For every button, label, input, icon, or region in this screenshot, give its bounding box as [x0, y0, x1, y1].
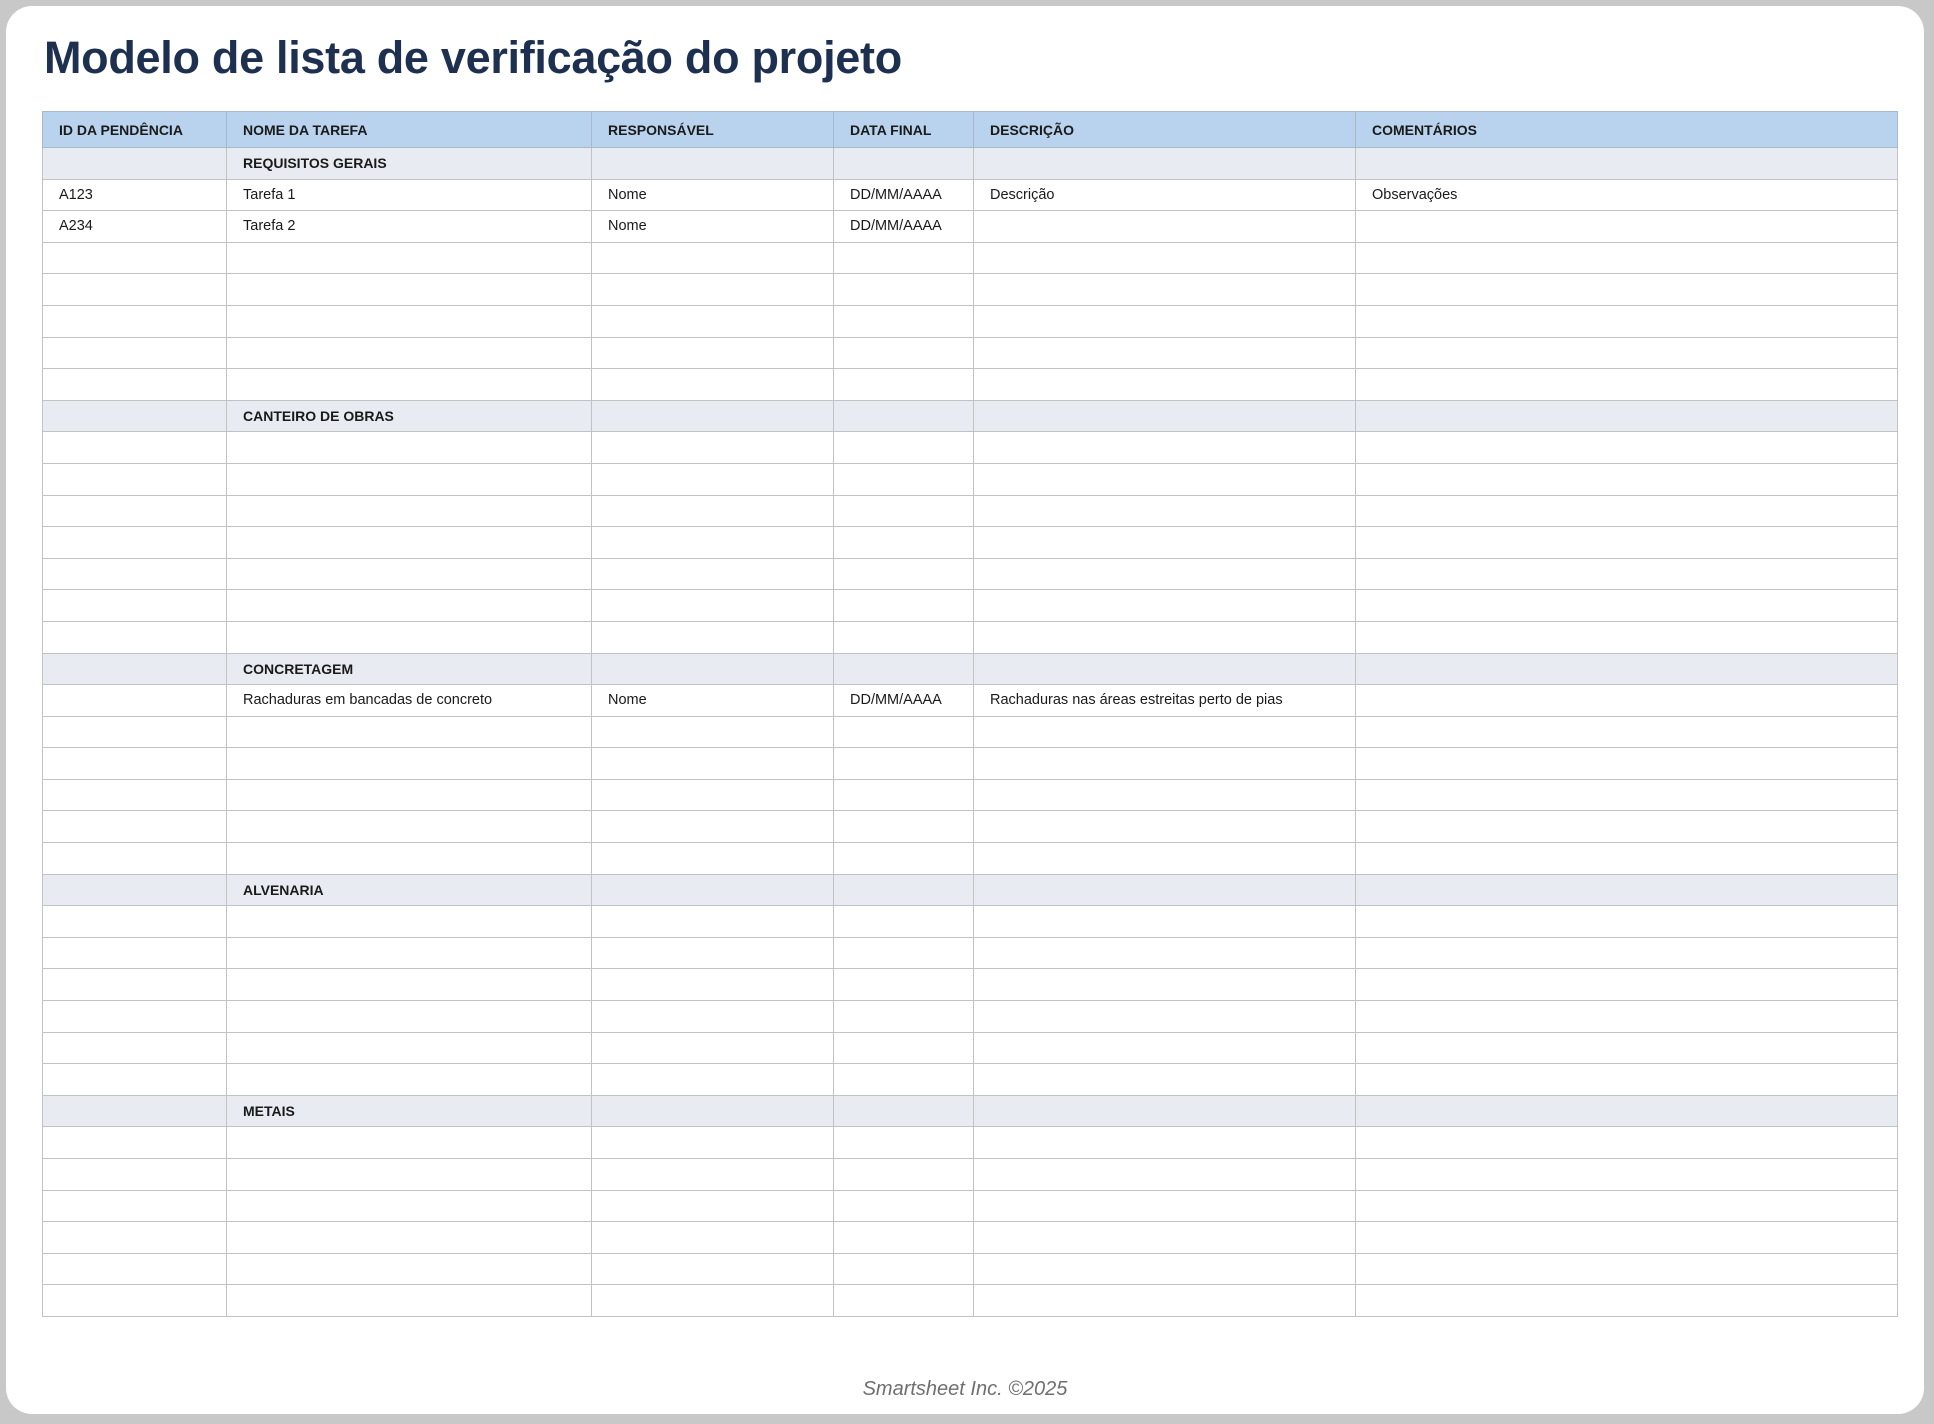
cell-due-date[interactable]: [834, 1032, 974, 1064]
cell-task-name[interactable]: [227, 969, 592, 1001]
table-row: [43, 748, 1898, 780]
table-row: [43, 211, 1898, 243]
cell-due-date[interactable]: [834, 274, 974, 306]
cell-owner[interactable]: [592, 495, 834, 527]
cell-due-date[interactable]: [834, 495, 974, 527]
cell-due-date[interactable]: [834, 969, 974, 1001]
cell-id[interactable]: A234: [43, 211, 227, 243]
section-label[interactable]: METAIS: [227, 1095, 592, 1127]
cell-due-date[interactable]: [834, 843, 974, 875]
cell-due-date[interactable]: [834, 1190, 974, 1222]
cell-due-date[interactable]: DD/MM/AAAA: [834, 685, 974, 717]
cell-description[interactable]: [974, 937, 1356, 969]
cell-task-name[interactable]: [227, 1032, 592, 1064]
cell-id[interactable]: [43, 716, 227, 748]
cell-owner[interactable]: Nome: [592, 211, 834, 243]
cell-description[interactable]: [974, 527, 1356, 559]
table-row: [43, 590, 1898, 622]
cell-id[interactable]: [43, 495, 227, 527]
section-cell[interactable]: [974, 400, 1356, 432]
column-header-comments: COMENTÁRIOS: [1356, 112, 1898, 148]
cell-task-name[interactable]: [227, 1285, 592, 1317]
cell-comments[interactable]: [1356, 906, 1898, 938]
table-row: [43, 463, 1898, 495]
cell-due-date[interactable]: [834, 937, 974, 969]
cell-id[interactable]: [43, 1222, 227, 1254]
cell-id[interactable]: [43, 1253, 227, 1285]
cell-due-date[interactable]: [834, 1001, 974, 1033]
cell-description[interactable]: [974, 463, 1356, 495]
section-row: [43, 874, 1898, 906]
cell-id[interactable]: [43, 937, 227, 969]
table-row: [43, 1001, 1898, 1033]
table-row: [43, 1127, 1898, 1159]
cell-task-name[interactable]: [227, 495, 592, 527]
cell-description[interactable]: [974, 843, 1356, 875]
cell-description[interactable]: [974, 337, 1356, 369]
cell-comments[interactable]: [1356, 843, 1898, 875]
cell-comments[interactable]: [1356, 937, 1898, 969]
cell-task-name[interactable]: Tarefa 2: [227, 211, 592, 243]
section-cell[interactable]: [43, 1095, 227, 1127]
cell-due-date[interactable]: [834, 779, 974, 811]
cell-id[interactable]: [43, 463, 227, 495]
table-row: [43, 1222, 1898, 1254]
cell-task-name[interactable]: [227, 527, 592, 559]
cell-id[interactable]: [43, 906, 227, 938]
cell-description[interactable]: [974, 211, 1356, 243]
cell-task-name[interactable]: [227, 1253, 592, 1285]
cell-due-date[interactable]: [834, 1064, 974, 1096]
cell-task-name[interactable]: [227, 906, 592, 938]
section-cell[interactable]: [834, 1095, 974, 1127]
cell-owner[interactable]: [592, 716, 834, 748]
cell-id[interactable]: [43, 621, 227, 653]
cell-description[interactable]: [974, 558, 1356, 590]
cell-due-date[interactable]: [834, 716, 974, 748]
cell-description[interactable]: [974, 1032, 1356, 1064]
table-row: [43, 242, 1898, 274]
section-row: [43, 653, 1898, 685]
column-header-owner: RESPONSÁVEL: [592, 112, 834, 148]
cell-description[interactable]: [974, 716, 1356, 748]
cell-owner[interactable]: [592, 369, 834, 401]
section-row: [43, 400, 1898, 432]
section-cell[interactable]: [1356, 148, 1898, 180]
cell-owner[interactable]: [592, 906, 834, 938]
cell-comments[interactable]: [1356, 1222, 1898, 1254]
cell-id[interactable]: [43, 1001, 227, 1033]
cell-owner[interactable]: [592, 1285, 834, 1317]
cell-due-date[interactable]: [834, 369, 974, 401]
cell-task-name[interactable]: [227, 463, 592, 495]
cell-owner[interactable]: [592, 621, 834, 653]
cell-description[interactable]: [974, 1285, 1356, 1317]
cell-comments[interactable]: [1356, 305, 1898, 337]
cell-comments[interactable]: [1356, 558, 1898, 590]
section-row: [43, 148, 1898, 180]
cell-owner[interactable]: [592, 843, 834, 875]
table-row: [43, 432, 1898, 464]
cell-id[interactable]: A123: [43, 179, 227, 211]
table-row: [43, 1064, 1898, 1096]
cell-description[interactable]: [974, 242, 1356, 274]
cell-description[interactable]: [974, 274, 1356, 306]
cell-owner[interactable]: [592, 1064, 834, 1096]
cell-comments[interactable]: [1356, 274, 1898, 306]
cell-task-name[interactable]: [227, 274, 592, 306]
cell-id[interactable]: [43, 843, 227, 875]
cell-due-date[interactable]: [834, 337, 974, 369]
section-cell[interactable]: [43, 400, 227, 432]
cell-comments[interactable]: [1356, 621, 1898, 653]
cell-owner[interactable]: [592, 558, 834, 590]
section-cell[interactable]: [592, 148, 834, 180]
cell-description[interactable]: [974, 1064, 1356, 1096]
section-label[interactable]: CONCRETAGEM: [227, 653, 592, 685]
cell-due-date[interactable]: [834, 906, 974, 938]
cell-comments[interactable]: [1356, 211, 1898, 243]
cell-id[interactable]: [43, 1127, 227, 1159]
cell-due-date[interactable]: [834, 1127, 974, 1159]
cell-due-date[interactable]: [834, 1222, 974, 1254]
cell-due-date[interactable]: [834, 748, 974, 780]
cell-description[interactable]: [974, 1253, 1356, 1285]
cell-owner[interactable]: [592, 1253, 834, 1285]
header-row: [43, 112, 1898, 148]
section-row: [43, 1095, 1898, 1127]
section-label[interactable]: CANTEIRO DE OBRAS: [227, 400, 592, 432]
section-cell[interactable]: [1356, 400, 1898, 432]
cell-description[interactable]: [974, 590, 1356, 622]
cell-id[interactable]: [43, 969, 227, 1001]
cell-description[interactable]: [974, 1159, 1356, 1191]
cell-comments[interactable]: [1356, 969, 1898, 1001]
cell-id[interactable]: [43, 1190, 227, 1222]
cell-comments[interactable]: [1356, 242, 1898, 274]
cell-due-date[interactable]: DD/MM/AAAA: [834, 179, 974, 211]
section-cell[interactable]: [592, 874, 834, 906]
column-header-due-date: DATA FINAL: [834, 112, 974, 148]
cell-task-name[interactable]: [227, 1001, 592, 1033]
table-row: [43, 274, 1898, 306]
table-row: [43, 969, 1898, 1001]
cell-due-date[interactable]: [834, 621, 974, 653]
cell-due-date[interactable]: [834, 527, 974, 559]
cell-comments[interactable]: [1356, 685, 1898, 717]
section-cell[interactable]: [974, 148, 1356, 180]
cell-due-date[interactable]: [834, 463, 974, 495]
section-cell[interactable]: [974, 653, 1356, 685]
cell-comments[interactable]: [1356, 748, 1898, 780]
cell-task-name[interactable]: [227, 937, 592, 969]
cell-id[interactable]: [43, 1064, 227, 1096]
cell-description[interactable]: [974, 1001, 1356, 1033]
cell-comments[interactable]: [1356, 811, 1898, 843]
cell-due-date[interactable]: [834, 305, 974, 337]
table-row: [43, 527, 1898, 559]
cell-description[interactable]: Descrição: [974, 179, 1356, 211]
cell-task-name[interactable]: [227, 590, 592, 622]
cell-comments[interactable]: [1356, 1127, 1898, 1159]
column-header-description: DESCRIÇÃO: [974, 112, 1356, 148]
cell-id[interactable]: [43, 527, 227, 559]
section-cell[interactable]: [834, 874, 974, 906]
section-cell[interactable]: [974, 1095, 1356, 1127]
cell-comments[interactable]: [1356, 337, 1898, 369]
cell-owner[interactable]: [592, 242, 834, 274]
table-row: [43, 906, 1898, 938]
cell-id[interactable]: [43, 337, 227, 369]
table-row: [43, 369, 1898, 401]
cell-owner[interactable]: [592, 969, 834, 1001]
cell-comments[interactable]: [1356, 1190, 1898, 1222]
cell-task-name[interactable]: [227, 811, 592, 843]
cell-description[interactable]: Rachaduras nas áreas estreitas perto de pias: [974, 685, 1356, 717]
cell-owner[interactable]: [592, 337, 834, 369]
cell-comments[interactable]: [1356, 495, 1898, 527]
cell-task-name[interactable]: [227, 1222, 592, 1254]
table-row: [43, 1159, 1898, 1191]
cell-task-name[interactable]: [227, 621, 592, 653]
section-cell[interactable]: [592, 1095, 834, 1127]
cell-description[interactable]: [974, 621, 1356, 653]
cell-owner[interactable]: [592, 432, 834, 464]
cell-task-name[interactable]: [227, 242, 592, 274]
cell-comments[interactable]: [1356, 527, 1898, 559]
cell-description[interactable]: [974, 969, 1356, 1001]
cell-owner[interactable]: [592, 527, 834, 559]
cell-owner[interactable]: [592, 274, 834, 306]
cell-owner[interactable]: [592, 937, 834, 969]
cell-description[interactable]: [974, 1222, 1356, 1254]
column-header-task-name: NOME DA TAREFA: [227, 112, 592, 148]
cell-owner[interactable]: [592, 811, 834, 843]
table-row: [43, 685, 1898, 717]
cell-comments[interactable]: [1356, 1032, 1898, 1064]
cell-owner[interactable]: [592, 1159, 834, 1191]
cell-comments[interactable]: [1356, 369, 1898, 401]
cell-comments[interactable]: Observações: [1356, 179, 1898, 211]
cell-due-date[interactable]: [834, 1285, 974, 1317]
page: [6, 6, 1924, 1414]
cell-comments[interactable]: [1356, 1285, 1898, 1317]
cell-description[interactable]: [974, 369, 1356, 401]
cell-comments[interactable]: [1356, 463, 1898, 495]
cell-id[interactable]: [43, 1032, 227, 1064]
column-header-id: ID DA PENDÊNCIA: [43, 112, 227, 148]
cell-comments[interactable]: [1356, 590, 1898, 622]
cell-task-name[interactable]: [227, 432, 592, 464]
cell-owner[interactable]: [592, 779, 834, 811]
cell-id[interactable]: [43, 432, 227, 464]
cell-id[interactable]: [43, 305, 227, 337]
table-row: [43, 779, 1898, 811]
cell-task-name[interactable]: [227, 1190, 592, 1222]
cell-owner[interactable]: [592, 305, 834, 337]
cell-task-name[interactable]: [227, 1064, 592, 1096]
table-row: [43, 1190, 1898, 1222]
cell-task-name[interactable]: [227, 1159, 592, 1191]
table-row: [43, 716, 1898, 748]
table-row: [43, 558, 1898, 590]
cell-id[interactable]: [43, 242, 227, 274]
cell-due-date[interactable]: [834, 1253, 974, 1285]
cell-description[interactable]: [974, 432, 1356, 464]
table-row: [43, 1253, 1898, 1285]
cell-owner[interactable]: [592, 1222, 834, 1254]
cell-task-name[interactable]: [227, 369, 592, 401]
cell-due-date[interactable]: [834, 558, 974, 590]
cell-task-name[interactable]: [227, 1127, 592, 1159]
cell-comments[interactable]: [1356, 1253, 1898, 1285]
cell-id[interactable]: [43, 369, 227, 401]
cell-task-name[interactable]: [227, 716, 592, 748]
table-body: [43, 148, 1898, 1317]
table-row: [43, 937, 1898, 969]
cell-task-name[interactable]: [227, 337, 592, 369]
cell-owner[interactable]: [592, 748, 834, 780]
cell-owner[interactable]: [592, 590, 834, 622]
table-row: [43, 495, 1898, 527]
section-label[interactable]: ALVENARIA: [227, 874, 592, 906]
cell-id[interactable]: [43, 590, 227, 622]
cell-due-date[interactable]: [834, 590, 974, 622]
section-cell[interactable]: [834, 400, 974, 432]
cell-task-name[interactable]: Tarefa 1: [227, 179, 592, 211]
cell-task-name[interactable]: [227, 558, 592, 590]
cell-task-name[interactable]: [227, 748, 592, 780]
section-cell[interactable]: [592, 653, 834, 685]
cell-owner[interactable]: [592, 1001, 834, 1033]
cell-description[interactable]: [974, 906, 1356, 938]
cell-id[interactable]: [43, 558, 227, 590]
table-row: [43, 305, 1898, 337]
cell-task-name[interactable]: Rachaduras em bancadas de concreto: [227, 685, 592, 717]
cell-comments[interactable]: [1356, 779, 1898, 811]
section-cell[interactable]: [592, 400, 834, 432]
cell-id[interactable]: [43, 685, 227, 717]
section-cell[interactable]: [1356, 1095, 1898, 1127]
cell-description[interactable]: [974, 748, 1356, 780]
cell-description[interactable]: [974, 779, 1356, 811]
cell-due-date[interactable]: [834, 432, 974, 464]
cell-owner[interactable]: [592, 463, 834, 495]
cell-task-name[interactable]: [227, 779, 592, 811]
section-cell[interactable]: [1356, 874, 1898, 906]
cell-due-date[interactable]: [834, 242, 974, 274]
section-cell[interactable]: [834, 653, 974, 685]
cell-owner[interactable]: Nome: [592, 685, 834, 717]
section-cell[interactable]: [43, 148, 227, 180]
cell-comments[interactable]: [1356, 716, 1898, 748]
table-row: [43, 811, 1898, 843]
cell-task-name[interactable]: [227, 843, 592, 875]
section-cell[interactable]: [1356, 653, 1898, 685]
cell-comments[interactable]: [1356, 432, 1898, 464]
table-row: [43, 1285, 1898, 1317]
cell-id[interactable]: [43, 748, 227, 780]
cell-description[interactable]: [974, 495, 1356, 527]
cell-owner[interactable]: [592, 1032, 834, 1064]
section-cell[interactable]: [834, 148, 974, 180]
cell-owner[interactable]: [592, 1127, 834, 1159]
table-row: [43, 843, 1898, 875]
section-cell[interactable]: [43, 874, 227, 906]
cell-description[interactable]: [974, 1127, 1356, 1159]
section-cell[interactable]: [43, 653, 227, 685]
table-row: [43, 337, 1898, 369]
cell-id[interactable]: [43, 811, 227, 843]
cell-due-date[interactable]: [834, 1159, 974, 1191]
cell-id[interactable]: [43, 1285, 227, 1317]
table-row: [43, 1032, 1898, 1064]
cell-id[interactable]: [43, 779, 227, 811]
cell-owner[interactable]: [592, 1190, 834, 1222]
cell-id[interactable]: [43, 1159, 227, 1191]
table-row: [43, 621, 1898, 653]
section-cell[interactable]: [974, 874, 1356, 906]
cell-comments[interactable]: [1356, 1064, 1898, 1096]
cell-due-date[interactable]: [834, 811, 974, 843]
cell-owner[interactable]: Nome: [592, 179, 834, 211]
cell-id[interactable]: [43, 274, 227, 306]
cell-comments[interactable]: [1356, 1159, 1898, 1191]
cell-description[interactable]: [974, 1190, 1356, 1222]
footer-copyright: Smartsheet Inc. ©2025: [862, 1378, 1068, 1400]
section-label[interactable]: REQUISITOS GERAIS: [227, 148, 592, 180]
page-title: Modelo de lista de verificação do projeto: [44, 32, 902, 83]
cell-due-date[interactable]: DD/MM/AAAA: [834, 211, 974, 243]
cell-description[interactable]: [974, 305, 1356, 337]
cell-comments[interactable]: [1356, 1001, 1898, 1033]
cell-task-name[interactable]: [227, 305, 592, 337]
cell-description[interactable]: [974, 811, 1356, 843]
table-row: [43, 179, 1898, 211]
checklist-table: [42, 111, 1898, 1317]
